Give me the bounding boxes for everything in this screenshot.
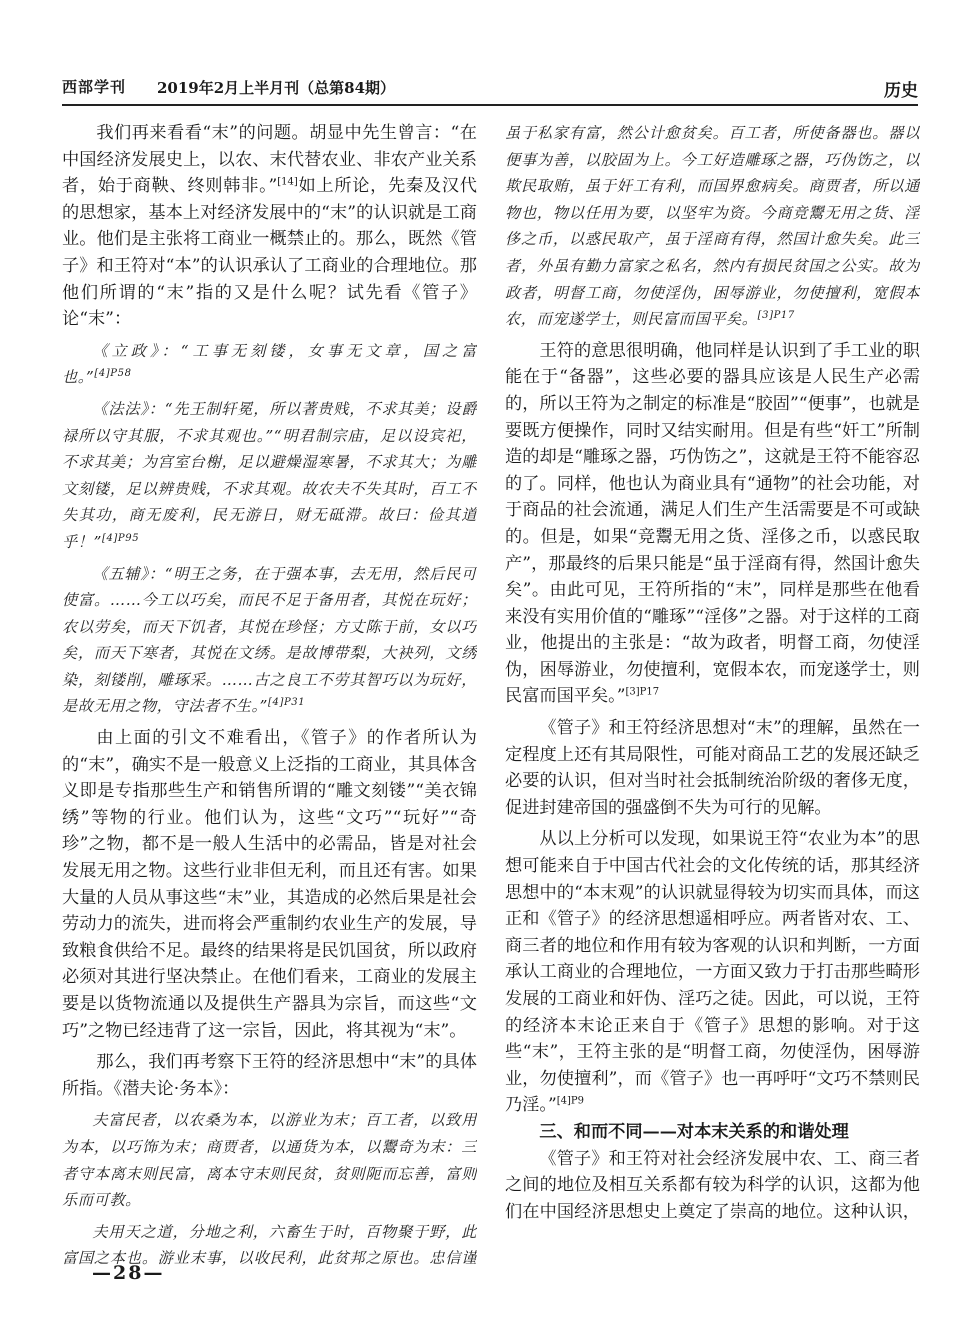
- paragraph: 我们再来看看“末”的问题。胡显中先生曾言：“在中国经济发展史上，以农、末代替农业、非农产业关系者，始于商鞅、终则韩非。”[14]如上所论，先秦及汉代的思想家，基本上对经济发展中的“末”的认识就是工商业。他们是主张将工商业一概禁止的。那么，既然《管子》和王符对“本”的认识承认了工商业的合理地位。那他们所谓的“末”指的又是什么呢？试先看《管子》论“末”：: [62, 123, 477, 330]
- citation: [4]P58: [94, 368, 132, 380]
- page-number: —28—: [92, 1262, 165, 1284]
- citation: [4]P31: [268, 697, 306, 709]
- paragraph: 《管子》和王符经济思想对“末”的理解，虽然在一定程度上还有其局限性，可能对商品工艺的发展还缺乏必要的认识，但对当时社会抵制统治阶级的奢侈无度，促进封建帝国的强盛倒不失为可行的见解。: [505, 718, 920, 818]
- citation: [3]P17: [625, 686, 660, 698]
- section-heading: 三、和而不同——对本末关系的和谐处理: [539, 1121, 849, 1142]
- header-rule: [62, 104, 918, 106]
- journal-name: 西部学刊: [62, 78, 127, 96]
- quotation: 夫富民者，以农桑为本，以游业为末；百工者，以致用为本，以巧饰为末；商贾者，以通货为本，以鬻奇为末：三者守本离末则民富，离本守末则民贫，贫则阨而忘善，富则乐而可教。: [62, 1111, 477, 1210]
- paragraph: 那么，我们再考察下王符的经济思想中“末”的具体所指。《潜夫论·务本》：: [62, 1052, 477, 1099]
- paragraph: 《管子》和王符对社会经济发展中农、工、商三者之间的地位及相互关系都有较为科学的认识，这都为他们在中国经济思想史上奠定了崇高的地位。这种认识，: [505, 1148, 920, 1220]
- citation: [4]P95: [101, 532, 140, 544]
- section-label: 历史: [884, 81, 918, 101]
- quotation: 《五辅》：“明王之务，在于强本事，去无用，然后民可使富。……今工以巧矣，而民不足于备用者，其悦在玩好；农以劳矣，而天下饥者，其悦在珍怪；方丈陈于前，女以巧矣，而天下寒者，其悦在文绣。是故博带梨，大袂列，文绣染，刻镂削，雕琢采。……古之良工不劳其智巧以为玩好，是故无用之物，守法者不生。”$^{[4]P31}$: [62, 564, 477, 716]
- quotation-continued: 虽于私家有富，然公计愈贫矣。百工者，所使备器也。器以便事为善，以胶固为上。今工好造雕琢之器，巧伪饬之，以欺民取贿，虽于奸工有利，而国界愈病矣。商贾者，所以通物也，物以任用为要，以坚牢为资。今商竞鬻无用之货、淫侈之币，以惑民取产，虽于淫商有得，然国计愈失矣。此三者，外虽有勤力富家之私名，然内有损民贫国之公实。故为政者，明督工商，勿使淫伪，困辱游业，勿使擅利，宽假本农，而宠遂学士，则民富而国平矣。$^{[3]P17}$: [505, 124, 920, 329]
- citation: [4]P9: [556, 1095, 585, 1107]
- paragraph: 由上面的引文不难看出，《管子》的作者所认为的“末”，确实不是一般意义上泛指的工商业，其具体含义即是专指那些生产和销售所谓的“雕文刻镂”“美衣锦绣”等物的行业。他们认为，这些“文巧”“玩好”“奇珍”之物，都不是一般人生活中的必需品，皆是对社会发展无用之物。这些行业非但无利，而且还有害。如果大量的人员从事这些“末”业，其造成的必然后果是社会劳动力的流失，进而将会严重制约农业生产的发展，导致粮食供给不足。最终的结果将是民饥国贫，所以政府必须对其进行坚决禁止。在他们看来，工商业的发展主要是以货物流通以及提供生产器具为宗旨，而这些“文巧”之物已经违背了这一宗旨，因此，将其视为“末”。: [62, 728, 477, 1041]
- citation: [14]: [277, 176, 298, 188]
- citation: [3]P17: [757, 310, 795, 322]
- quotation: 夫用天之道，分地之利，六畜生于时，百物聚于野，此富国之本也。游业末事，以收民利，此贫邦之原也。忠信谨: [62, 1222, 477, 1268]
- paragraph: 王符的意思很明确，他同样是认识到了手工业的职能在于“备器”，这些必要的器具应该是人民生产必需的，所以王符为之制定的标准是“胶固”“便事”，也就是要既方便操作，同时又结实耐用。但是有些“奸工”所制造的却是“雕琢之器，巧伪饬之”，这就是王符不能容忍的了。同样，他也认为商业具有“通物”的社会功能，对于商品的社会流通，满足人们生产生活需要是不可或缺的。但是，如果“竞鬻无用之货、淫侈之币，以惑民取产”，那最终的后果只能是“虽于淫商有得，然国计愈失矣”。由此可见，王符所指的“末”，同样是那些在他看来没有实用价值的“雕琢”“淫侈”之器。对于这样的工商业，他提出的主张是：“故为政者，明督工商，勿使淫伪，困辱游业，勿使擅利，宽假本农，而宠遂学士，则民富而国平矣。”$^{[3]P17}$: [505, 340, 920, 707]
- page-header: [62, 74, 918, 102]
- issue-info: 2019年2月上半月刊（总第84期）: [157, 79, 396, 97]
- paragraph: 从以上分析可以发现，如果说王符“农业为本”的思想可能来自于中国古代社会的文化传统的话，那其经济思想中的“本末观”的认识就显得较为切实而具体，而这正和《管子》的经济思想遥相呼应。两者皆对农、工、商三者的地位和作用有较为客观的认识和判断，一方面承认工商业的合理地位，一方面又致力于打击那些畸形发展的工商业和奸伪、淫巧之徒。因此，可以说，王符的经济本末论正来自于《管子》思想的影响。对于这些“末”，王符主张的是“明督工商，勿使淫伪，困辱游业，勿使擅利”，而《管子》也一再呼吁“文巧不禁则民乃淫。”$^{[4]P9}$: [505, 829, 920, 1116]
- right-column: [505, 120, 920, 1220]
- left-column: [62, 120, 477, 1270]
- quotation: 《法法》：“先王制轩冕，所以著贵贱，不求其美；设爵禄所以守其服，不求其观也。”“明君制宗庙，足以设宾祀，不求其美；为宫室台榭，足以避燥湿寒暑，不求其大；为雕文刻镂，足以辨贵贱，不求其观。故农夫不失其时，百工不失其功，商无废利，民无游日，财无砥滞。故曰：俭其道乎！”$^{[4]P95}$: [62, 399, 477, 551]
- quotation: 《立政》：“工事无刻镂，女事无文章，国之富也。”$^{[4]P58}$: [62, 341, 477, 387]
